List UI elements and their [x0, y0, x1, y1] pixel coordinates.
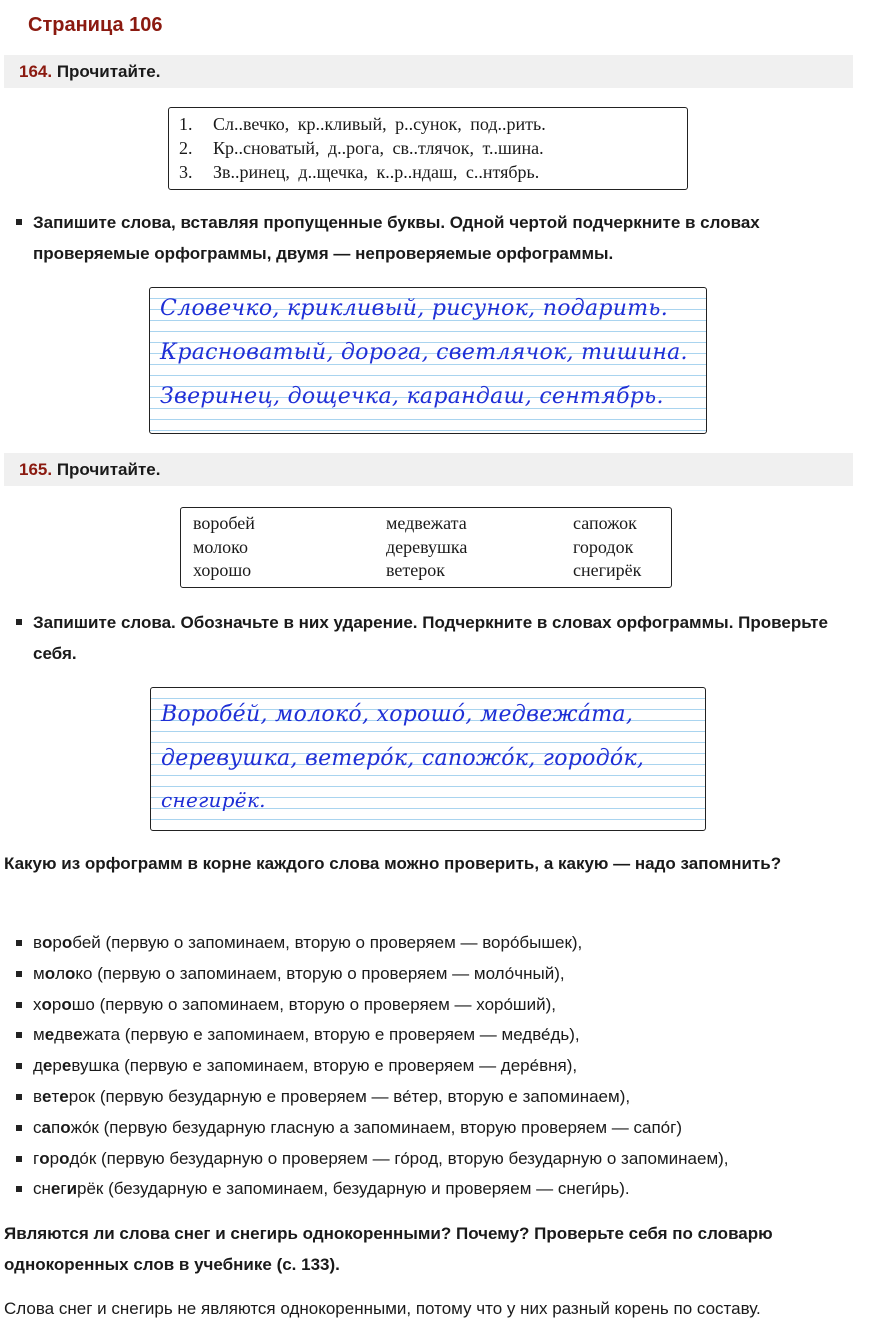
word: сапожок: [573, 513, 637, 533]
list-item: медвежата (первую е запоминаем, вторую е проверяем — медве́дь),: [16, 1020, 729, 1051]
textbook-exercise-164: [168, 107, 688, 190]
line-text: Зв..ринец, д..щечка, к..р..ндаш, с..нтябрь.: [213, 162, 540, 182]
word: городок: [573, 536, 634, 557]
answer-list: [16, 928, 729, 1205]
handwritten-line: Воробе́й, молоко́, хорошо́, медвежа́та,: [161, 702, 634, 727]
list-item: деревушка (первую е запоминаем, вторую е проверяем — дере́вня),: [16, 1051, 729, 1082]
word-column: [573, 512, 641, 583]
exercise-line: [179, 136, 677, 160]
handwritten-answer-165: [150, 687, 706, 831]
word: хорошо: [193, 560, 252, 580]
page-title: Страница 106: [28, 14, 163, 36]
task-number: 164.: [19, 62, 53, 81]
handwritten-line: Зверинец, дощечка, карандаш, сентябрь.: [160, 384, 664, 409]
list-item: ветерок (первую безударную е проверяем — ве́тер, вторую е запоминаем),: [16, 1082, 729, 1113]
list-item: воробей (первую о запоминаем, вторую о проверяем — воро́бышек),: [16, 928, 729, 959]
line-number: 3.: [179, 162, 193, 182]
exercise-line: [179, 112, 677, 136]
line-number: 1.: [179, 114, 193, 134]
word: деревушка: [386, 536, 468, 557]
task-165-instruction: Запишите слова. Обозначьте в них ударение. Подчеркните в словах орфограммы. Проверьте себя.: [16, 607, 856, 669]
task-164-instruction: Запишите слова, вставляя пропущенные буквы. Одной чертой подчеркните в словах проверяемые орфограммы, двумя — непроверяемые орфограммы.: [16, 207, 856, 269]
handwritten-line: снегирёк.: [161, 788, 266, 812]
task-title: Прочитайте.: [56, 62, 161, 81]
question-same-root: Являются ли слова снег и снегирь однокоренными? Почему? Проверьте себя по словарю однокоренных слов в учебнике (с. 133).: [4, 1224, 773, 1274]
handwritten-line: Словечко, крикливый, рисунок, подарить.: [160, 296, 668, 321]
list-item: сапожо́к (первую безударную гласную а запоминаем, вторую проверяем — сапо́г): [16, 1113, 729, 1144]
answer-same-root: Слова снег и снегирь не являются однокоренными, потому что у них разный корень по составу.: [4, 1299, 761, 1318]
task-165-header: [4, 453, 853, 486]
line-text: Кр..сноватый, д..рога, св..тлячок, т..шина.: [213, 138, 544, 158]
word-column: [193, 512, 255, 583]
word-column: [386, 512, 467, 583]
handwritten-answer-164: [149, 287, 707, 434]
word: воробей: [193, 513, 255, 533]
list-item: молоко (первую о запоминаем, вторую о проверяем — моло́чный),: [16, 959, 729, 990]
task-title: Прочитайте.: [56, 460, 161, 479]
line-text: Сл..вечко, кр..кливый, р..сунок, под..рить.: [213, 114, 546, 134]
word: ветерок: [386, 560, 445, 580]
list-item: городо́к (первую безударную о проверяем — го́род, вторую безударную о запоминаем),: [16, 1144, 729, 1175]
exercise-line: [179, 160, 677, 184]
list-item: хорошо (первую о запоминаем, вторую о проверяем — хоро́ший),: [16, 990, 729, 1021]
word: молоко: [193, 536, 248, 557]
handwritten-line: деревушка, ветеро́к, сапожо́к, городо́к,: [161, 746, 645, 771]
line-number: 2.: [179, 138, 193, 158]
textbook-exercise-165: [180, 507, 672, 588]
task-164-header: [4, 55, 853, 88]
task-number: 165.: [19, 460, 53, 479]
question-orthograms: Какую из орфограмм в корне каждого слова можно проверить, а какую — надо запомнить?: [4, 854, 782, 873]
word: медвежата: [386, 513, 467, 533]
list-item: снегирёк (безударную е запоминаем, безударную и проверяем — снеги́рь).: [16, 1174, 729, 1205]
handwritten-line: Красноватый, дорога, светлячок, тишина.: [160, 340, 688, 365]
word: снегирёк: [573, 560, 642, 580]
